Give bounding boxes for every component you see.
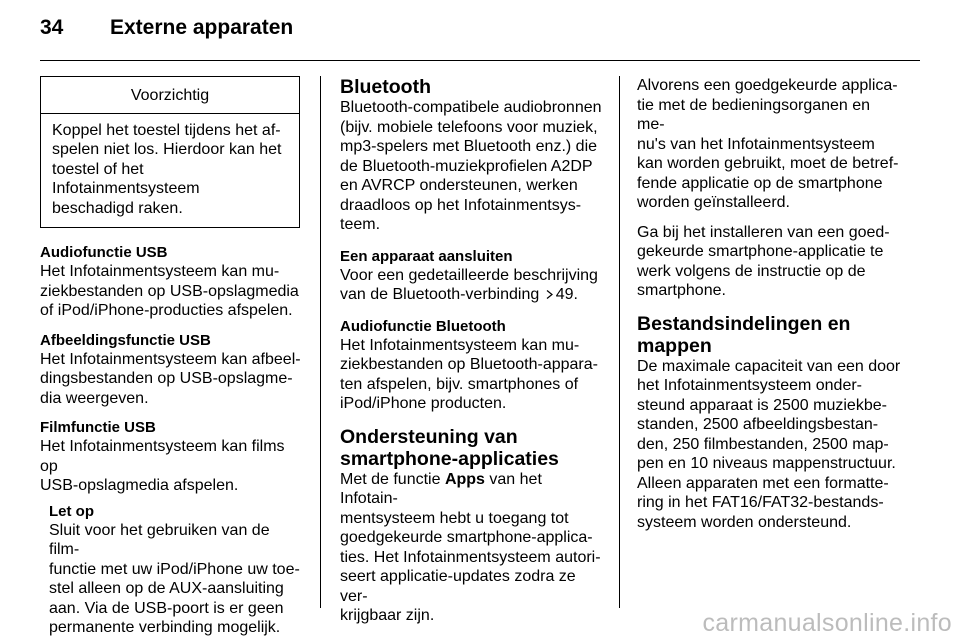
- text-line: of iPod/iPhone-producties afspelen.: [40, 302, 293, 319]
- text-line: goedgekeurde smartphone-applica-: [340, 529, 593, 546]
- section-usb-audio: [40, 243, 302, 321]
- column-2: [340, 76, 602, 626]
- text-line: Het Infotainmentsysteem kan afbeel-: [40, 350, 301, 368]
- text-line: USB-opslagmedia afspelen.: [40, 477, 239, 494]
- text-line: het Infotainmentsysteem onder-: [637, 377, 863, 394]
- text-line: Ga bij het installeren van een goed-: [637, 223, 890, 241]
- text-line: kan worden gebruikt, moet de betref-: [637, 155, 899, 172]
- paragraph-install: [637, 76, 902, 213]
- text-line: Het Infotainmentsysteem kan mu-: [40, 263, 280, 280]
- text-line: standen, 2500 afbeeldingsbestan-: [637, 416, 879, 433]
- text-line: draadloos op het Infotainmentsys-: [340, 196, 582, 214]
- text-line: werk volgens de instructie op de: [637, 262, 866, 280]
- section-apps: [340, 426, 602, 626]
- section-heading: Afbeeldingsfunctie USB: [40, 331, 211, 349]
- page-title: Externe apparaten: [110, 16, 294, 39]
- text-line: Het Infotainmentsysteem kan films op: [40, 438, 285, 475]
- text-line: Het Infotainmentsysteem kan mu-: [340, 336, 580, 354]
- text-line: ziekbestanden op USB-opslagmedia: [40, 282, 299, 300]
- page-reference-link[interactable]: 49.: [555, 286, 578, 303]
- section-heading: smartphone-applicaties: [340, 447, 559, 470]
- section-heading: Audiofunctie Bluetooth: [340, 317, 506, 335]
- text-line: ring in het FAT16/FAT32-bestands-: [637, 494, 884, 511]
- text-line: mentsysteem hebt u toegang tot: [340, 509, 569, 527]
- text-line: nu's van het Infotainmentsysteem: [637, 135, 875, 153]
- text-line: steund apparaat is 2500 muziekbe-: [637, 396, 887, 414]
- text-line: gekeurde smartphone-applicatie te: [637, 243, 884, 260]
- caution-line: beschadigd raken.: [52, 199, 183, 217]
- caution-title: Voorzichtig: [41, 77, 299, 114]
- page-header: [40, 16, 920, 56]
- section-heading: Bestandsindelingen en mappen: [637, 312, 851, 357]
- section-bluetooth: [340, 76, 602, 235]
- header-divider: [40, 60, 920, 61]
- column-1: [40, 76, 302, 638]
- section-usb-film: [40, 418, 302, 496]
- text-line: de Bluetooth-muziekprofielen A2DP: [340, 157, 593, 175]
- text-line: seert applicatie-updates zodra ze ver-: [340, 568, 576, 605]
- section-connect: [340, 247, 602, 305]
- text-line: Voor een gedetailleerde beschrijving: [340, 266, 598, 284]
- section-formats: [637, 313, 902, 533]
- text-line: mp3-spelers met Bluetooth enz.) die: [340, 138, 598, 155]
- text-line: (bijv. mobiele telefoons voor muziek,: [340, 118, 598, 136]
- text-line: functie met uw iPod/iPhone uw toe-: [49, 560, 300, 578]
- page-reference-arrow-icon: [545, 290, 554, 299]
- text-line: [340, 470, 602, 509]
- text-line: De maximale capaciteit van een door: [637, 357, 901, 375]
- text-line: Alvorens een goedgekeurde applica-: [637, 77, 898, 94]
- apps-term: Apps: [444, 470, 485, 488]
- text-line: Sluit voor het gebruiken van de film-: [49, 521, 270, 558]
- text-line: aan. Via de USB-poort is er geen: [49, 599, 284, 617]
- note-block: [40, 502, 302, 638]
- text-line: den, 250 filmbestanden, 2500 map-: [637, 435, 889, 453]
- text-line: [340, 285, 602, 305]
- text-line: en AVRCP ondersteunen, werken: [340, 177, 578, 194]
- caution-line: Koppel het toestel tijdens het af-: [52, 121, 281, 139]
- text-line: krijgbaar zijn.: [340, 607, 435, 624]
- text-line: permanente verbinding mogelijk.: [49, 619, 281, 636]
- paragraph-instructions: [637, 223, 902, 301]
- section-heading: Ondersteuning van: [340, 425, 518, 448]
- text-line: ziekbestanden op Bluetooth-appara-: [340, 356, 598, 373]
- text-line: iPod/iPhone producten.: [340, 395, 507, 412]
- section-heading: Bluetooth: [340, 76, 431, 98]
- caution-line: spelen niet los. Hierdoor kan het: [52, 141, 282, 158]
- text-line: fende applicatie op de smartphone: [637, 174, 883, 192]
- section-heading: Een apparaat aansluiten: [340, 247, 513, 265]
- text-line: Bluetooth-compatibele audiobronnen: [340, 99, 602, 116]
- text-fragment: Met de functie: [340, 470, 441, 488]
- text-fragment: van de Bluetooth-verbinding: [340, 286, 540, 303]
- caution-box: [40, 76, 300, 228]
- text-line: ten afspelen, bijv. smartphones of: [340, 375, 579, 393]
- text-fragment: van het Infotain-: [340, 470, 542, 507]
- column-3: [637, 76, 902, 532]
- text-line: systeem worden ondersteund.: [637, 513, 852, 531]
- page-number: 34: [40, 16, 64, 39]
- section-heading: Filmfunctie USB: [40, 419, 156, 436]
- section-bt-audio: [340, 317, 602, 414]
- section-usb-image: [40, 331, 302, 409]
- text-line: pen en 10 niveaus mappenstructuur.: [637, 455, 896, 472]
- text-line: Alleen apparaten met een formatte-: [637, 474, 889, 492]
- text-line: ties. Het Infotainmentsysteem autori-: [340, 548, 601, 566]
- text-line: smartphone.: [637, 282, 726, 299]
- note-heading: Let op: [49, 502, 94, 520]
- text-line: dingsbestanden op USB-opslagme-: [40, 370, 293, 387]
- column-divider-2: [619, 76, 620, 608]
- section-heading: Audiofunctie USB: [40, 244, 168, 261]
- caution-text: [41, 114, 299, 228]
- watermark: carmanualsonline.info: [702, 609, 952, 637]
- text-line: tie met de bedieningsorganen en me-: [637, 96, 871, 133]
- text-line: worden geïnstalleerd.: [637, 194, 790, 211]
- text-line: dia weergeven.: [40, 389, 149, 407]
- text-line: teem.: [340, 216, 381, 233]
- caution-line: toestel of het Infotainmentsysteem: [52, 160, 200, 197]
- column-divider-1: [320, 76, 321, 608]
- text-line: stel alleen op de AUX-aansluiting: [49, 580, 284, 597]
